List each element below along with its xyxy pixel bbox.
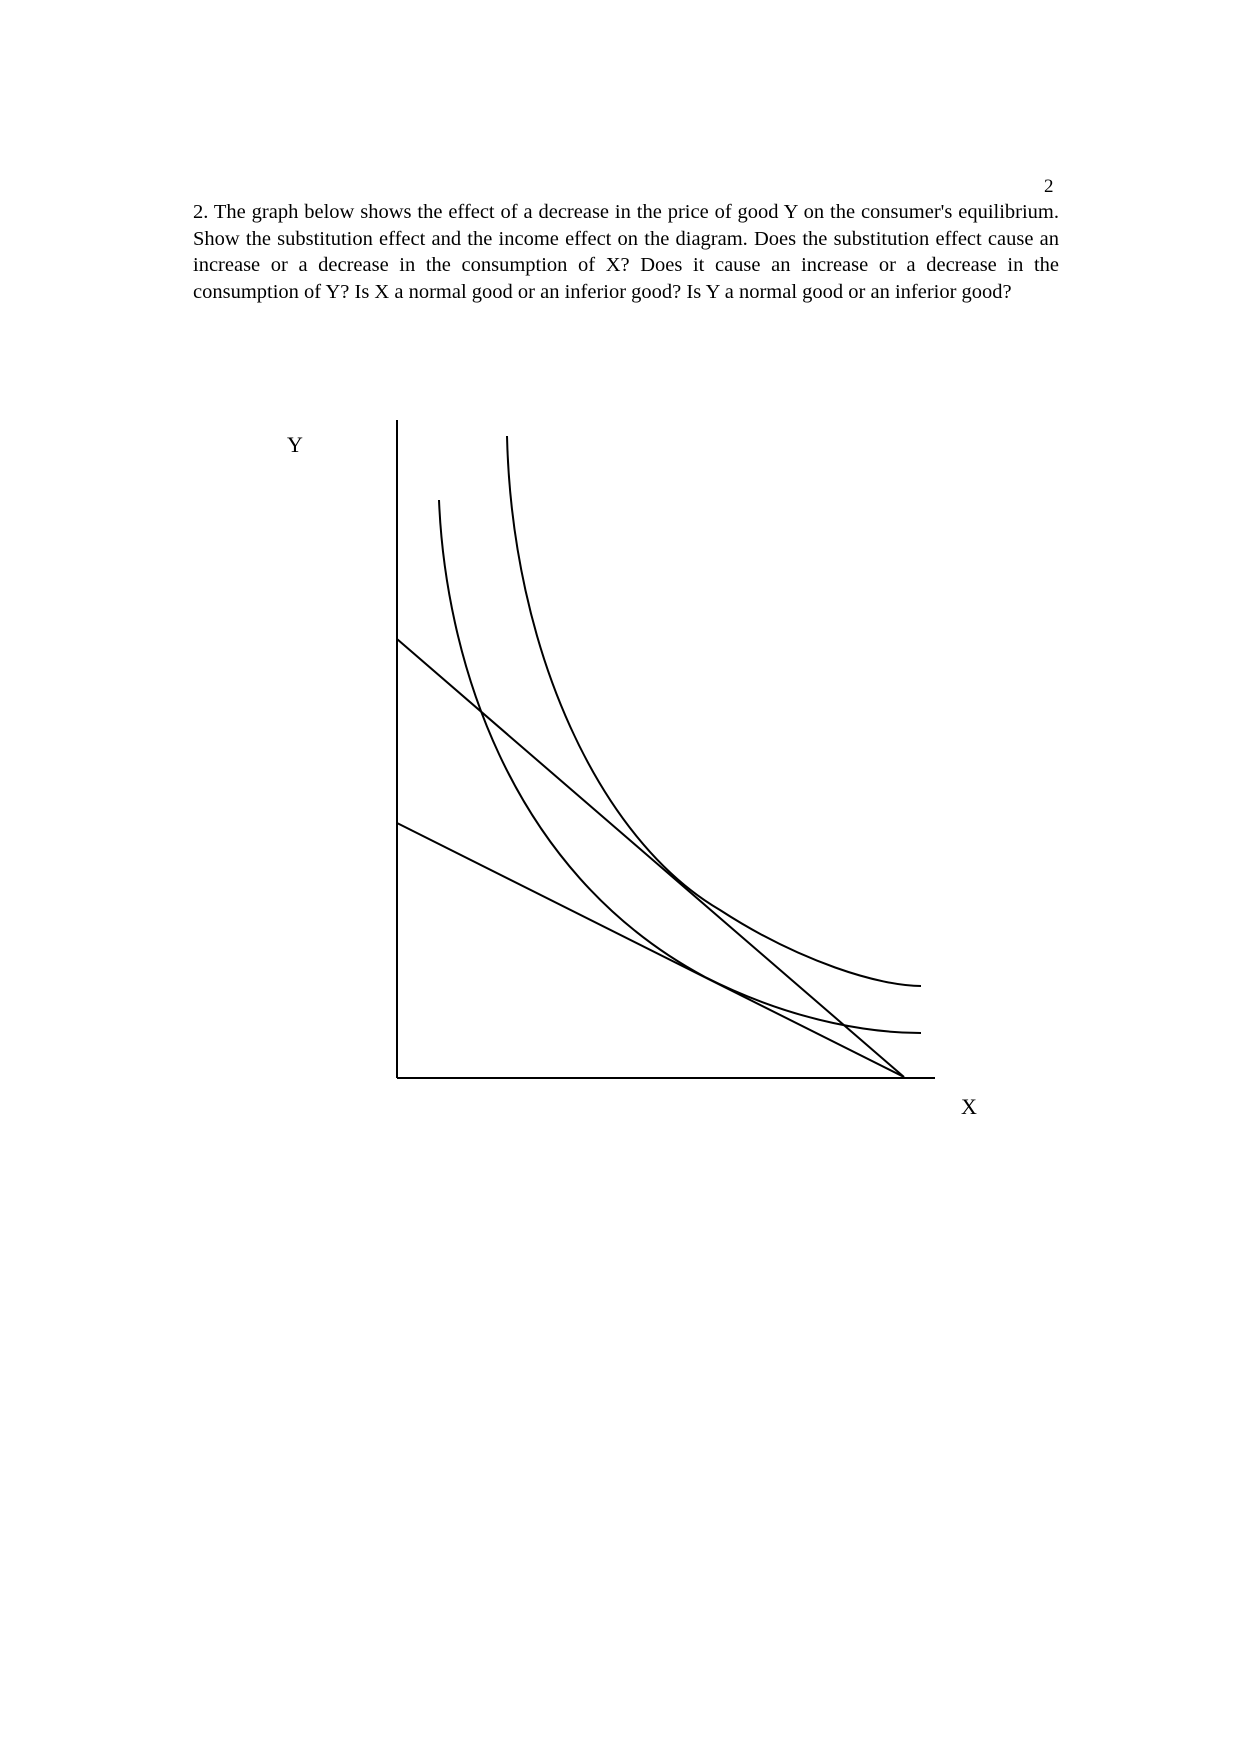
y-axis-label: Y [287,432,303,457]
x-axis-label: X [961,1094,977,1119]
budget-line-new [397,639,904,1077]
page-number: 2 [1044,176,1054,197]
indifference-curve-higher [507,436,921,986]
question-text: 2. The graph below shows the effect of a decrease in the price of good Y on the consumer's equilibrium. Show the substitution effect and the income effect on the diagram. Does the substitution effect cause an increase or a decrease in the consumption of X? Does it cause an increase or a decrease in the consumption of Y? Is X a normal good or an inferior good? Is Y a normal good or an inferior good? [193,201,1059,303]
indifference-curve-lower [439,500,921,1033]
budget-line-original [397,823,904,1077]
